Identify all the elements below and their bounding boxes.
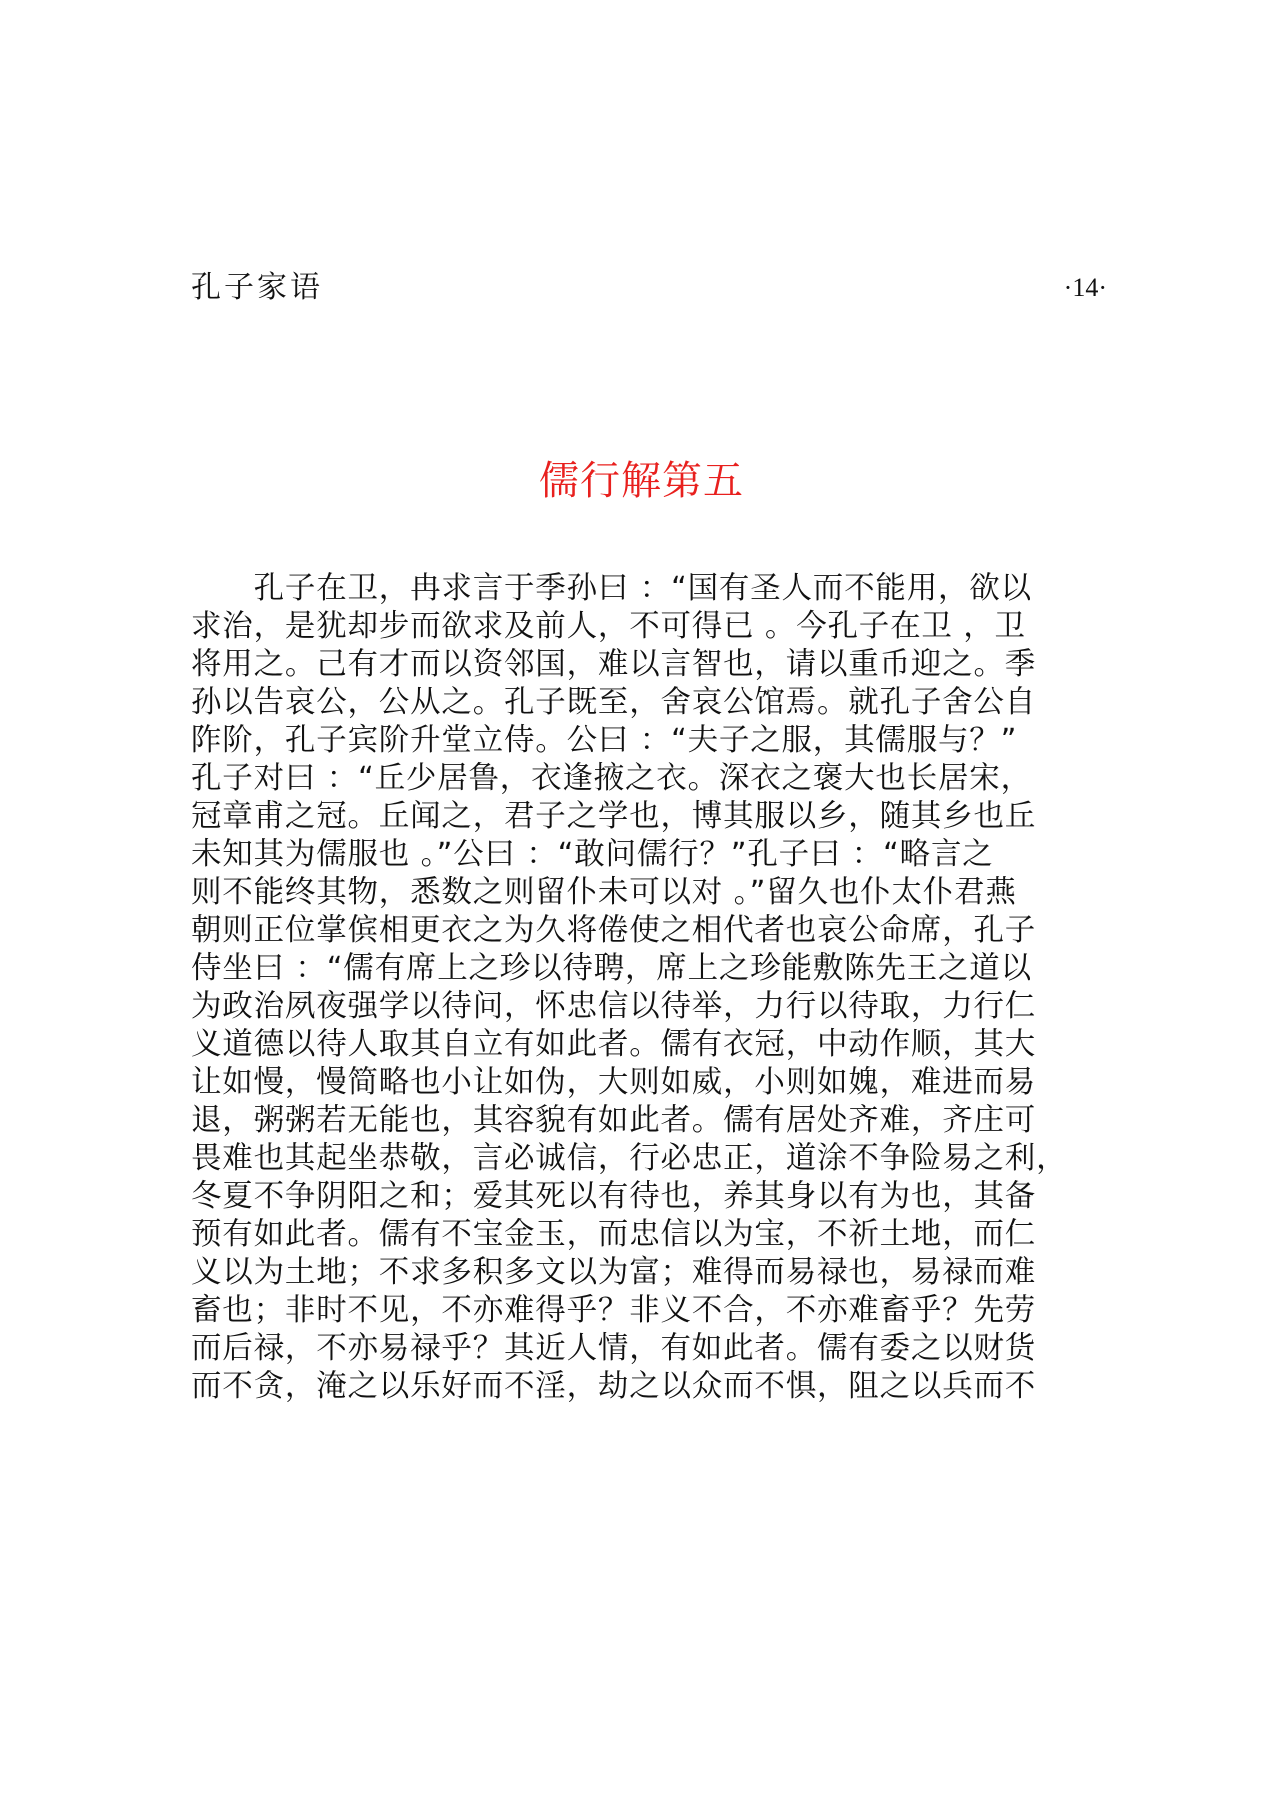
text-line: 畜也；非时不见，不亦难得乎？非义不合，不亦难畜乎？先劳	[191, 1293, 1037, 1328]
book-title: 孔子家语	[191, 270, 323, 305]
text-line: 而后禄，不亦易禄乎？其近人情，有如此者。儒有委之以财货	[191, 1331, 1037, 1366]
text-line: 孔子对曰 ：“丘少居鲁，衣逢掖之衣。深衣之褒大也长居宋，	[191, 761, 1032, 796]
text-line: 畏难也其起坐恭敬，言必诚信，行必忠正，道涂不争险易之利，	[191, 1141, 1068, 1176]
text-line: 让如慢，慢简略也小让如伪，大则如威，小则如媿，难进而易	[191, 1065, 1037, 1100]
chapter-title: 儒行解第五	[539, 458, 744, 504]
text-line: 义道德以待人取其自立有如此者。儒有衣冠，中动作顺，其大	[191, 1027, 1037, 1062]
body-text	[191, 570, 1099, 1406]
text-line: 求治，是犹却步而欲求及前人，不可得已 。今孔子在卫 ，卫	[191, 609, 1026, 644]
text-line: 将用之。己有才而以资邻国，难以言智也，请以重币迎之。季	[191, 647, 1037, 682]
text-line: 则不能终其物，悉数之则留仆未可以对 。”留久也仆太仆君燕	[191, 875, 1017, 910]
text-line: 未知其为儒服也 。”公曰 ：“敢问儒行？”孔子曰 ：“略言之	[191, 837, 994, 872]
page-number: ·14·	[1063, 273, 1107, 302]
text-line: 而不贪，淹之以乐好而不淫，劫之以众而不惧，阻之以兵而不	[191, 1369, 1037, 1404]
text-line: 冬夏不争阴阳之和；爱其死以有待也，养其身以有为也，其备	[191, 1179, 1037, 1214]
text-line: 为政治夙夜强学以待问，怀忠信以待举，力行以待取，力行仁	[191, 989, 1037, 1024]
text-line: 预有如此者。儒有不宝金玉，而忠信以为宝，不祈土地，而仁	[191, 1217, 1037, 1252]
text-line: 侍坐曰 ：“儒有席上之珍以待聘，席上之珍能敷陈先王之道以	[191, 951, 1032, 986]
text-line: 义以为土地；不求多积多文以为富；难得而易禄也，易禄而难	[191, 1255, 1037, 1290]
page-header	[191, 268, 1107, 308]
text-line: 退，粥粥若无能也，其容貌有如此者。儒有居处齐难，齐庄可	[191, 1103, 1037, 1138]
text-line: 阼阶，孔子宾阶升堂立侍。公曰 ：“夫子之服，其儒服与？”	[191, 723, 1018, 758]
text-line: 孙以告哀公，公从之。孔子既至，舍哀公馆焉。就孔子舍公自	[191, 685, 1037, 720]
text-line: 朝则正位掌傧相更衣之为久将倦使之相代者也哀公命席，孔子	[191, 913, 1037, 948]
text-line: 冠章甫之冠。丘闻之，君子之学也，博其服以乡，随其乡也丘	[191, 799, 1037, 834]
text-line: 孔子在卫，冉求言于季孙曰 ：“国有圣人而不能用，欲以	[191, 571, 1032, 606]
